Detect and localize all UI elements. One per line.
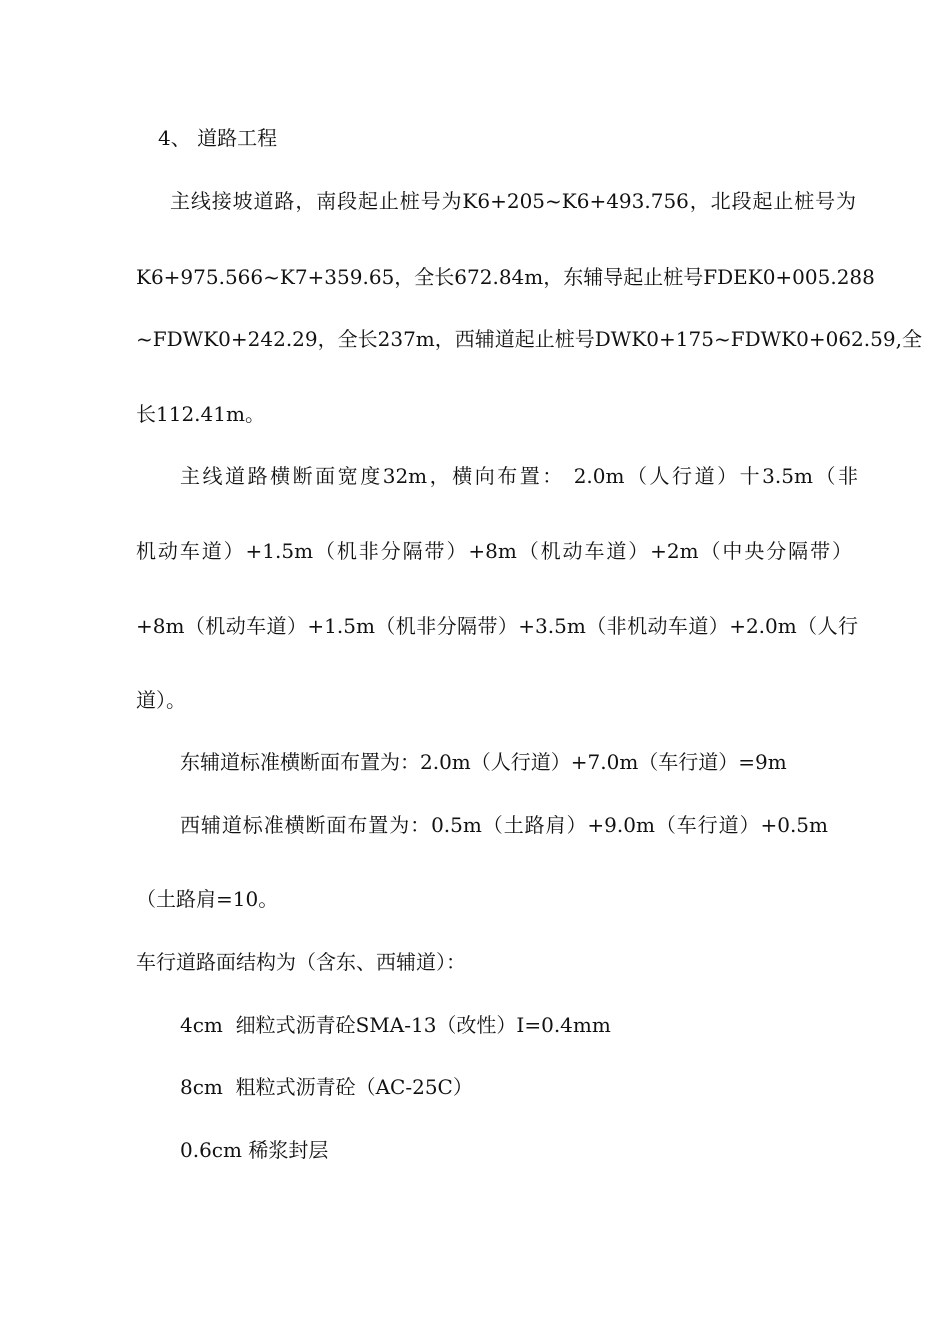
paragraph-line: 主线道路横断面宽度32m，横向布置： 2.0m（人行道）十3.5m（非 (180, 464, 858, 488)
paragraph-line: 机动车道）+1.5m（机非分隔带）+8m（机动车道）+2m（中央分隔带） (136, 539, 852, 563)
list-item: 0.6cm 稀浆封层 (180, 1138, 329, 1162)
paragraph-line: 东辅道标准横断面布置为：2.0m（人行道）+7.0m（车行道）=9m (180, 750, 787, 774)
list-item: 8cm 粗粒式沥青砼（AC-25C） (180, 1075, 473, 1099)
paragraph-line: +8m（机动车道）+1.5m（机非分隔带）+3.5m（非机动车道）+2.0m（人行 (136, 614, 858, 638)
paragraph-line: 道）。 (136, 688, 186, 712)
paragraph-line: 长112.41m。 (136, 402, 265, 426)
paragraph-line: 主线接坡道路，南段起止桩号为K6+205~K6+493.756，北段起止桩号为 (170, 189, 856, 213)
list-item: 4cm 细粒式沥青砼SMA-13（改性）I=0.4mm (180, 1013, 611, 1037)
paragraph-line: ~FDWK0+242.29，全长237m，西辅道起止桩号DWK0+175~FDWK0+062.59,全 (136, 327, 922, 351)
paragraph-line: K6+975.566~K7+359.65，全长672.84m，东辅导起止桩号FDEK0+005.288 (136, 265, 875, 289)
paragraph-line: 车行道路面结构为（含东、西辅道）： (136, 950, 466, 974)
paragraph-line: （土路肩=10。 (136, 887, 279, 911)
paragraph-line: 西辅道标准横断面布置为：0.5m（土路肩）+9.0m（车行道）+0.5m (180, 813, 828, 837)
section-heading: 4、 道路工程 (158, 126, 278, 150)
